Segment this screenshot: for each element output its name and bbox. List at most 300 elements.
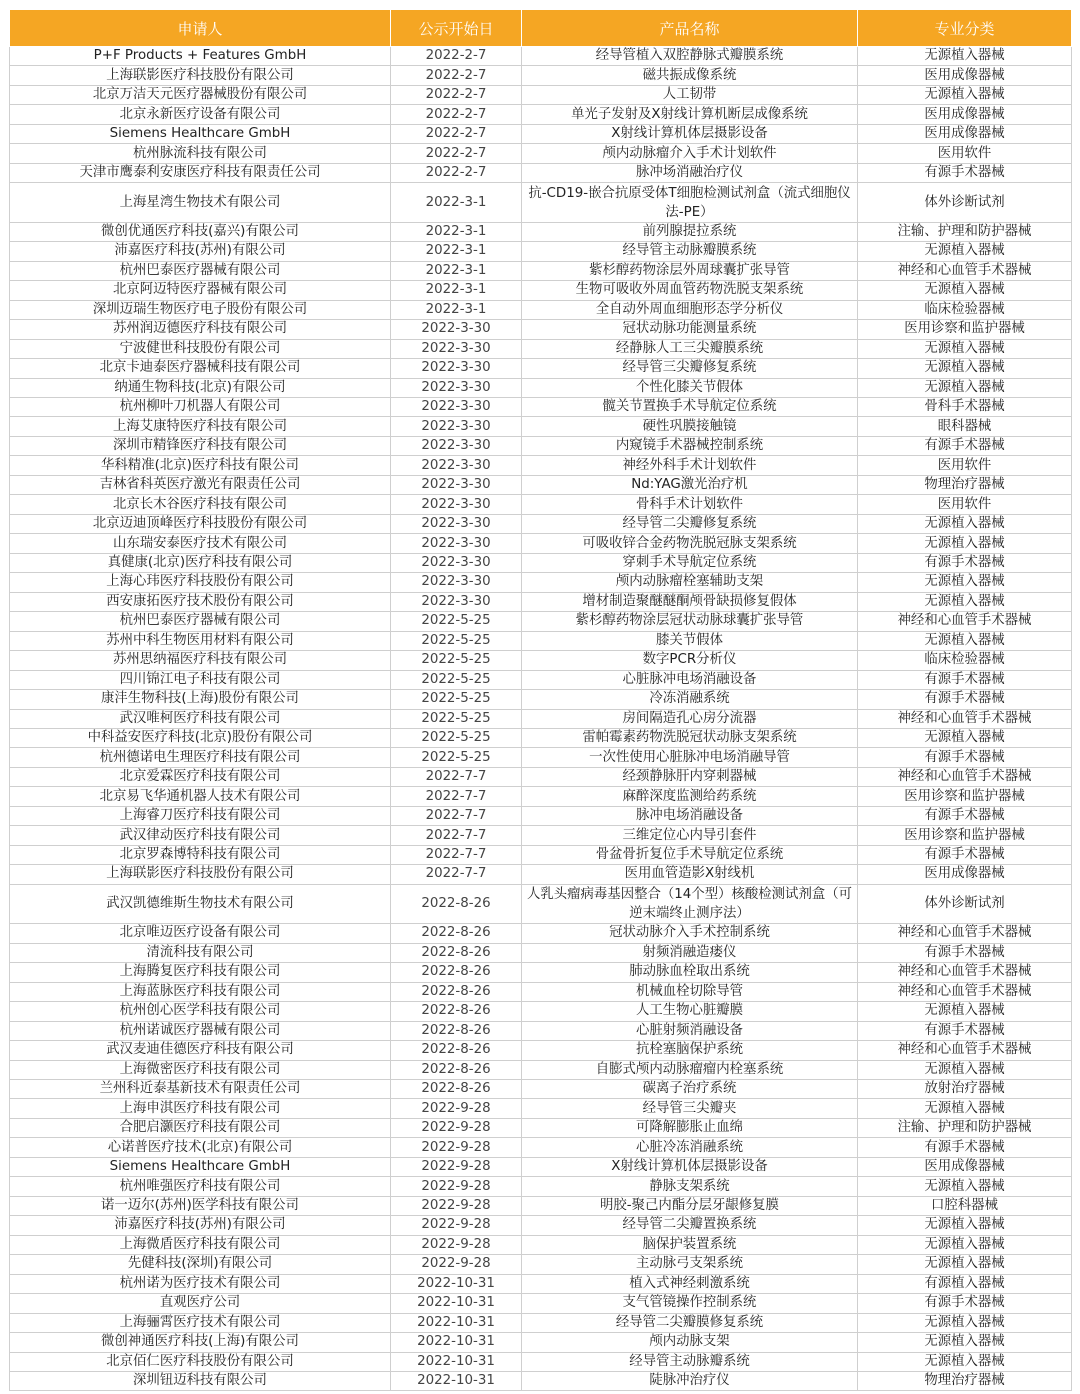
table-row <box>10 320 1072 339</box>
date-cell: 2022-9-28 <box>391 1157 522 1176</box>
product-cell: 冠状动脉功能测量系统 <box>522 320 858 339</box>
category-cell: 注输、护理和防护器械 <box>858 222 1072 241</box>
applicant-cell: 先健科技(深圳)有限公司 <box>10 1255 391 1274</box>
applicant-cell: 杭州柳叶刀机器人有限公司 <box>10 398 391 417</box>
table-row <box>10 1060 1072 1079</box>
product-cell: 冷冻消融系统 <box>522 690 858 709</box>
product-cell: 生物可吸收外周血管药物洗脱支架系统 <box>522 281 858 300</box>
applicant-cell: 西安康拓医疗技术股份有限公司 <box>10 592 391 611</box>
date-cell: 2022-3-30 <box>391 320 522 339</box>
product-cell: 支气管镜操作控制系统 <box>522 1294 858 1313</box>
category-cell: 有源手术器械 <box>858 845 1072 864</box>
table-row <box>10 1041 1072 1060</box>
table-row <box>10 806 1072 825</box>
category-cell: 医用成像器械 <box>858 1157 1072 1176</box>
table-row <box>10 1372 1072 1391</box>
category-cell: 医用软件 <box>858 144 1072 163</box>
applicant-cell: 上海申淇医疗科技有限公司 <box>10 1099 391 1118</box>
table-row <box>10 1274 1072 1293</box>
table-row <box>10 495 1072 514</box>
date-cell: 2022-5-25 <box>391 651 522 670</box>
category-cell: 无源植入器械 <box>858 534 1072 553</box>
category-cell: 有源手术器械 <box>858 1021 1072 1040</box>
applicant-cell: 微创神通医疗科技(上海)有限公司 <box>10 1333 391 1352</box>
product-cell: 医用血管造影X射线机 <box>522 865 858 884</box>
applicant-cell: 中科益安医疗科技(北京)股份有限公司 <box>10 728 391 747</box>
category-cell: 无源植入器械 <box>858 1255 1072 1274</box>
applicant-cell: 华科精准(北京)医疗科技有限公司 <box>10 456 391 475</box>
category-cell: 有源手术器械 <box>858 1294 1072 1313</box>
table-row <box>10 1352 1072 1371</box>
category-cell: 有源手术器械 <box>858 690 1072 709</box>
applicant-cell: 上海腾复医疗科技有限公司 <box>10 963 391 982</box>
product-cell: 颅内动脉瘤介入手术计划软件 <box>522 144 858 163</box>
applicant-cell: Siemens Healthcare GmbH <box>10 124 391 143</box>
table-row <box>10 787 1072 806</box>
applicant-cell: 苏州中科生物医用材料有限公司 <box>10 631 391 650</box>
product-cell: 前列腺提拉系统 <box>522 222 858 241</box>
table-row <box>10 514 1072 533</box>
date-cell: 2022-10-31 <box>391 1294 522 1313</box>
date-cell: 2022-9-28 <box>391 1099 522 1118</box>
applicant-cell: 康沣生物科技(上海)股份有限公司 <box>10 690 391 709</box>
date-cell: 2022-2-7 <box>391 66 522 85</box>
applicant-cell: 兰州科近泰基新技术有限责任公司 <box>10 1079 391 1098</box>
table-row <box>10 436 1072 455</box>
applicant-cell: 北京长木谷医疗科技有限公司 <box>10 495 391 514</box>
date-cell: 2022-9-28 <box>391 1138 522 1157</box>
table-row <box>10 534 1072 553</box>
applicant-cell: 天津市鹰泰利安康医疗科技有限责任公司 <box>10 163 391 182</box>
category-cell: 无源植入器械 <box>858 281 1072 300</box>
applicant-cell: 北京卡迪泰医疗器械科技有限公司 <box>10 359 391 378</box>
date-cell: 2022-10-31 <box>391 1352 522 1371</box>
category-cell: 口腔科器械 <box>858 1196 1072 1215</box>
date-cell: 2022-8-26 <box>391 982 522 1001</box>
category-cell: 医用诊察和监护器械 <box>858 787 1072 806</box>
table-row <box>10 1196 1072 1215</box>
table-row <box>10 281 1072 300</box>
category-cell: 无源植入器械 <box>858 1216 1072 1235</box>
category-cell: 医用软件 <box>858 495 1072 514</box>
table-row <box>10 943 1072 962</box>
product-cell: 膝关节假体 <box>522 631 858 650</box>
date-cell: 2022-3-30 <box>391 456 522 475</box>
product-cell: 经导管植入双腔静脉式瓣膜系统 <box>522 47 858 66</box>
category-cell: 有源手术器械 <box>858 670 1072 689</box>
product-cell: 经导管二尖瓣修复系统 <box>522 514 858 533</box>
product-cell: 神经外科手术计划软件 <box>522 456 858 475</box>
date-cell: 2022-8-26 <box>391 1002 522 1021</box>
table-row <box>10 709 1072 728</box>
category-cell: 物理治疗器械 <box>858 475 1072 494</box>
category-cell: 临床检验器械 <box>858 651 1072 670</box>
category-cell: 医用诊察和监护器械 <box>858 320 1072 339</box>
applicant-cell: 心诺普医疗技术(北京)有限公司 <box>10 1138 391 1157</box>
applicant-cell: 杭州创心医学科技有限公司 <box>10 1002 391 1021</box>
date-cell: 2022-5-25 <box>391 631 522 650</box>
applicant-cell: 诺一迈尔(苏州)医学科技有限公司 <box>10 1196 391 1215</box>
category-cell: 无源植入器械 <box>858 1352 1072 1371</box>
applicant-cell: 北京罗森博特科技有限公司 <box>10 845 391 864</box>
product-cell: 静脉支架系统 <box>522 1177 858 1196</box>
product-cell: 自膨式颅内动脉瘤瘤内栓塞系统 <box>522 1060 858 1079</box>
product-cell: 个性化膝关节假体 <box>522 378 858 397</box>
table-header <box>10 10 1072 47</box>
product-cell: X射线计算机体层摄影设备 <box>522 124 858 143</box>
table-row <box>10 865 1072 884</box>
category-cell: 放射治疗器械 <box>858 1079 1072 1098</box>
product-cell: 骨盆骨折复位手术导航定位系统 <box>522 845 858 864</box>
category-cell: 无源植入器械 <box>858 359 1072 378</box>
date-cell: 2022-7-7 <box>391 865 522 884</box>
applicant-cell: 武汉唯柯医疗科技有限公司 <box>10 709 391 728</box>
category-cell: 注输、护理和防护器械 <box>858 1118 1072 1137</box>
category-cell: 医用成像器械 <box>858 124 1072 143</box>
date-cell: 2022-8-26 <box>391 1041 522 1060</box>
table-row <box>10 144 1072 163</box>
category-cell: 无源植入器械 <box>858 514 1072 533</box>
category-cell: 无源植入器械 <box>858 1060 1072 1079</box>
date-cell: 2022-5-25 <box>391 728 522 747</box>
header-row <box>10 10 1072 47</box>
category-cell: 无源植入器械 <box>858 592 1072 611</box>
date-cell: 2022-7-7 <box>391 806 522 825</box>
table-row <box>10 982 1072 1001</box>
category-cell: 有源手术器械 <box>858 553 1072 572</box>
applicant-cell: P+F Products + Features GmbH <box>10 47 391 66</box>
applicant-cell: 沛嘉医疗科技(苏州)有限公司 <box>10 242 391 261</box>
product-cell: 抗栓塞脑保护系统 <box>522 1041 858 1060</box>
date-cell: 2022-8-26 <box>391 924 522 943</box>
date-cell: 2022-2-7 <box>391 144 522 163</box>
category-cell: 医用成像器械 <box>858 66 1072 85</box>
applicant-cell: 直观医疗公司 <box>10 1294 391 1313</box>
date-cell: 2022-10-31 <box>391 1372 522 1391</box>
date-cell: 2022-5-25 <box>391 748 522 767</box>
category-cell: 无源植入器械 <box>858 1099 1072 1118</box>
product-cell: 机械血栓切除导管 <box>522 982 858 1001</box>
product-cell: 主动脉弓支架系统 <box>522 1255 858 1274</box>
product-cell: 骨科手术计划软件 <box>522 495 858 514</box>
date-cell: 2022-8-26 <box>391 1021 522 1040</box>
applicant-cell: 上海睿刀医疗科技有限公司 <box>10 806 391 825</box>
table-row <box>10 47 1072 66</box>
date-cell: 2022-3-30 <box>391 514 522 533</box>
date-cell: 2022-2-7 <box>391 105 522 124</box>
product-cell: 穿刺手术导航定位系统 <box>522 553 858 572</box>
applicant-cell: 上海联影医疗科技股份有限公司 <box>10 865 391 884</box>
category-cell: 有源植入器械 <box>858 1274 1072 1293</box>
table-row <box>10 378 1072 397</box>
category-cell: 有源手术器械 <box>858 806 1072 825</box>
table-row <box>10 163 1072 182</box>
table-row <box>10 670 1072 689</box>
category-cell: 医用成像器械 <box>858 865 1072 884</box>
category-cell: 有源手术器械 <box>858 163 1072 182</box>
category-cell: 无源植入器械 <box>858 631 1072 650</box>
category-cell: 有源手术器械 <box>858 943 1072 962</box>
table-row <box>10 845 1072 864</box>
category-cell: 无源植入器械 <box>858 573 1072 592</box>
applicant-cell: 上海蓝脉医疗科技有限公司 <box>10 982 391 1001</box>
product-cell: 明胶-聚己内酯分层牙龈修复膜 <box>522 1196 858 1215</box>
product-cell: Nd:YAG激光治疗机 <box>522 475 858 494</box>
table-row <box>10 963 1072 982</box>
date-cell: 2022-3-1 <box>391 300 522 319</box>
applicant-cell: 合肥启灏医疗科技有限公司 <box>10 1118 391 1137</box>
applicant-cell: 深圳钮迈科技有限公司 <box>10 1372 391 1391</box>
table-row <box>10 85 1072 104</box>
date-cell: 2022-7-7 <box>391 845 522 864</box>
applicant-cell: 北京阿迈特医疗器械有限公司 <box>10 281 391 300</box>
table-row <box>10 651 1072 670</box>
table-row <box>10 1177 1072 1196</box>
product-cell: 植入式神经刺激系统 <box>522 1274 858 1293</box>
date-cell: 2022-3-1 <box>391 183 522 223</box>
product-cell: 内窥镜手术器械控制系统 <box>522 436 858 455</box>
table-row <box>10 1157 1072 1176</box>
applicant-cell: 上海联影医疗科技股份有限公司 <box>10 66 391 85</box>
product-cell: 全自动外周血细胞形态学分析仪 <box>522 300 858 319</box>
product-cell: 麻醉深度监测给药系统 <box>522 787 858 806</box>
date-cell: 2022-2-7 <box>391 124 522 143</box>
category-cell: 医用软件 <box>858 456 1072 475</box>
product-cell: 经导管三尖瓣夹 <box>522 1099 858 1118</box>
table-row <box>10 66 1072 85</box>
category-cell: 无源植入器械 <box>858 85 1072 104</box>
product-cell: 经导管主动脉瓣膜系统 <box>522 242 858 261</box>
date-cell: 2022-3-30 <box>391 398 522 417</box>
product-cell: 磁共振成像系统 <box>522 66 858 85</box>
applicant-cell: 上海心玮医疗科技股份有限公司 <box>10 573 391 592</box>
date-cell: 2022-8-26 <box>391 963 522 982</box>
table-row <box>10 124 1072 143</box>
product-cell: 一次性使用心脏脉冲电场消融导管 <box>522 748 858 767</box>
table-row <box>10 417 1072 436</box>
date-cell: 2022-10-31 <box>391 1313 522 1332</box>
category-cell: 无源植入器械 <box>858 339 1072 358</box>
product-cell: 数字PCR分析仪 <box>522 651 858 670</box>
date-cell: 2022-5-25 <box>391 709 522 728</box>
table-row <box>10 690 1072 709</box>
applicant-cell: 杭州巴泰医疗器械有限公司 <box>10 612 391 631</box>
category-cell: 神经和心血管手术器械 <box>858 261 1072 280</box>
date-cell: 2022-3-1 <box>391 261 522 280</box>
product-cell: 陡脉冲治疗仪 <box>522 1372 858 1391</box>
table-row <box>10 1099 1072 1118</box>
category-cell: 骨科手术器械 <box>858 398 1072 417</box>
table-row <box>10 884 1072 924</box>
product-cell: 单光子发射及X射线计算机断层成像系统 <box>522 105 858 124</box>
table-row <box>10 728 1072 747</box>
category-cell: 神经和心血管手术器械 <box>858 924 1072 943</box>
date-cell: 2022-8-26 <box>391 1079 522 1098</box>
date-cell: 2022-3-30 <box>391 436 522 455</box>
date-cell: 2022-3-30 <box>391 573 522 592</box>
product-cell: 经导管三尖瓣修复系统 <box>522 359 858 378</box>
date-cell: 2022-7-7 <box>391 767 522 786</box>
product-cell: 人工韧带 <box>522 85 858 104</box>
table-row <box>10 612 1072 631</box>
product-cell: 紫杉醇药物涂层冠状动脉球囊扩张导管 <box>522 612 858 631</box>
applicant-cell: 北京易飞华通机器人技术有限公司 <box>10 787 391 806</box>
header-product-name: 产品名称 <box>522 10 858 47</box>
date-cell: 2022-3-30 <box>391 475 522 494</box>
category-cell: 无源植入器械 <box>858 47 1072 66</box>
applicant-cell: 苏州润迈德医疗科技有限公司 <box>10 320 391 339</box>
category-cell: 眼科器械 <box>858 417 1072 436</box>
date-cell: 2022-3-1 <box>391 242 522 261</box>
date-cell: 2022-8-26 <box>391 1060 522 1079</box>
applicant-cell: 微创优通医疗科技(嘉兴)有限公司 <box>10 222 391 241</box>
table-row <box>10 767 1072 786</box>
table-row <box>10 826 1072 845</box>
table-row <box>10 573 1072 592</box>
product-cell: 可吸收锌合金药物洗脱冠脉支架系统 <box>522 534 858 553</box>
applicant-cell: 吉林省科英医疗激光有限责任公司 <box>10 475 391 494</box>
applicant-cell: Siemens Healthcare GmbH <box>10 1157 391 1176</box>
category-cell: 无源植入器械 <box>858 1313 1072 1332</box>
table-row <box>10 924 1072 943</box>
product-cell: 心脏脉冲电场消融设备 <box>522 670 858 689</box>
product-cell: 碳离子治疗系统 <box>522 1079 858 1098</box>
table-row <box>10 1138 1072 1157</box>
category-cell: 医用成像器械 <box>858 105 1072 124</box>
date-cell: 2022-8-26 <box>391 943 522 962</box>
table-row <box>10 1313 1072 1332</box>
product-cell: 可降解膨胀止血绵 <box>522 1118 858 1137</box>
table-row <box>10 1216 1072 1235</box>
category-cell: 无源植入器械 <box>858 242 1072 261</box>
category-cell: 有源手术器械 <box>858 1138 1072 1157</box>
date-cell: 2022-10-31 <box>391 1333 522 1352</box>
category-cell: 神经和心血管手术器械 <box>858 982 1072 1001</box>
date-cell: 2022-8-26 <box>391 884 522 924</box>
date-cell: 2022-3-30 <box>391 378 522 397</box>
category-cell: 神经和心血管手术器械 <box>858 612 1072 631</box>
table-row <box>10 359 1072 378</box>
category-cell: 物理治疗器械 <box>858 1372 1072 1391</box>
applicant-cell: 北京爱霖医疗科技有限公司 <box>10 767 391 786</box>
date-cell: 2022-3-30 <box>391 495 522 514</box>
date-cell: 2022-5-25 <box>391 612 522 631</box>
product-cell: 三维定位心内导引套件 <box>522 826 858 845</box>
date-cell: 2022-3-30 <box>391 553 522 572</box>
category-cell: 神经和心血管手术器械 <box>858 1041 1072 1060</box>
date-cell: 2022-2-7 <box>391 47 522 66</box>
table-row <box>10 475 1072 494</box>
date-cell: 2022-3-30 <box>391 592 522 611</box>
product-cell: 脉冲场消融治疗仪 <box>522 163 858 182</box>
applicant-cell: 杭州巴泰医疗器械有限公司 <box>10 261 391 280</box>
product-cell: 房间隔造孔心房分流器 <box>522 709 858 728</box>
product-cell: 人工生物心脏瓣膜 <box>522 1002 858 1021</box>
date-cell: 2022-2-7 <box>391 163 522 182</box>
product-cell: 增材制造聚醚醚酮颅骨缺损修复假体 <box>522 592 858 611</box>
table-row <box>10 1235 1072 1254</box>
table-row <box>10 1333 1072 1352</box>
date-cell: 2022-3-30 <box>391 534 522 553</box>
applicant-cell: 北京佰仁医疗科技股份有限公司 <box>10 1352 391 1371</box>
applicant-cell: 北京永新医疗设备有限公司 <box>10 105 391 124</box>
table-row <box>10 1021 1072 1040</box>
date-cell: 2022-3-30 <box>391 339 522 358</box>
product-cell: 颅内动脉支架 <box>522 1333 858 1352</box>
product-cell: 经导管主动脉瓣系统 <box>522 1352 858 1371</box>
table-row <box>10 456 1072 475</box>
applicant-cell: 杭州德诺电生理医疗科技有限公司 <box>10 748 391 767</box>
category-cell: 无源植入器械 <box>858 1177 1072 1196</box>
table-row <box>10 222 1072 241</box>
applicant-cell: 杭州诺诚医疗器械有限公司 <box>10 1021 391 1040</box>
applicant-cell: 山东瑞安泰医疗技术有限公司 <box>10 534 391 553</box>
table-row <box>10 631 1072 650</box>
category-cell: 神经和心血管手术器械 <box>858 709 1072 728</box>
product-cell: X射线计算机体层摄影设备 <box>522 1157 858 1176</box>
product-cell: 射频消融造瘘仪 <box>522 943 858 962</box>
category-cell: 体外诊断试剂 <box>858 884 1072 924</box>
table-row <box>10 261 1072 280</box>
applicant-cell: 杭州脉流科技有限公司 <box>10 144 391 163</box>
product-cell: 脑保护装置系统 <box>522 1235 858 1254</box>
table-row <box>10 300 1072 319</box>
registry-table <box>9 9 1072 1391</box>
product-cell: 颅内动脉瘤栓塞辅助支架 <box>522 573 858 592</box>
product-cell: 硬性巩膜接触镜 <box>522 417 858 436</box>
table-row <box>10 105 1072 124</box>
table-row <box>10 339 1072 358</box>
table-row <box>10 242 1072 261</box>
date-cell: 2022-9-28 <box>391 1177 522 1196</box>
applicant-cell: 上海艾康特医疗科技有限公司 <box>10 417 391 436</box>
category-cell: 无源植入器械 <box>858 378 1072 397</box>
date-cell: 2022-5-25 <box>391 690 522 709</box>
product-cell: 髋关节置换手术导航定位系统 <box>522 398 858 417</box>
applicant-cell: 上海星湾生物技术有限公司 <box>10 183 391 223</box>
date-cell: 2022-3-30 <box>391 359 522 378</box>
applicant-cell: 真健康(北京)医疗科技有限公司 <box>10 553 391 572</box>
table-row <box>10 1294 1072 1313</box>
category-cell: 无源植入器械 <box>858 1235 1072 1254</box>
applicant-cell: 深圳迈瑞生物医疗电子股份有限公司 <box>10 300 391 319</box>
product-cell: 经颈静脉肝内穿刺器械 <box>522 767 858 786</box>
product-cell: 肺动脉血栓取出系统 <box>522 963 858 982</box>
product-cell: 心脏射频消融设备 <box>522 1021 858 1040</box>
table-row <box>10 1118 1072 1137</box>
applicant-cell: 杭州诺为医疗技术有限公司 <box>10 1274 391 1293</box>
applicant-cell: 四川锦江电子科技有限公司 <box>10 670 391 689</box>
date-cell: 2022-9-28 <box>391 1196 522 1215</box>
category-cell: 神经和心血管手术器械 <box>858 963 1072 982</box>
category-cell: 医用诊察和监护器械 <box>858 826 1072 845</box>
applicant-cell: 沛嘉医疗科技(苏州)有限公司 <box>10 1216 391 1235</box>
header-category: 专业分类 <box>858 10 1072 47</box>
product-cell: 心脏冷冻消融系统 <box>522 1138 858 1157</box>
date-cell: 2022-9-28 <box>391 1118 522 1137</box>
date-cell: 2022-5-25 <box>391 670 522 689</box>
applicant-cell: 杭州唯强医疗科技有限公司 <box>10 1177 391 1196</box>
category-cell: 神经和心血管手术器械 <box>858 767 1072 786</box>
date-cell: 2022-2-7 <box>391 85 522 104</box>
applicant-cell: 上海微密医疗科技有限公司 <box>10 1060 391 1079</box>
table-row <box>10 553 1072 572</box>
product-cell: 冠状动脉介入手术控制系统 <box>522 924 858 943</box>
product-cell: 紫杉醇药物涂层外周球囊扩张导管 <box>522 261 858 280</box>
applicant-cell: 深圳市精锋医疗科技有限公司 <box>10 436 391 455</box>
applicant-cell: 北京迈迪顶峰医疗科技股份有限公司 <box>10 514 391 533</box>
applicant-cell: 苏州思纳福医疗科技有限公司 <box>10 651 391 670</box>
